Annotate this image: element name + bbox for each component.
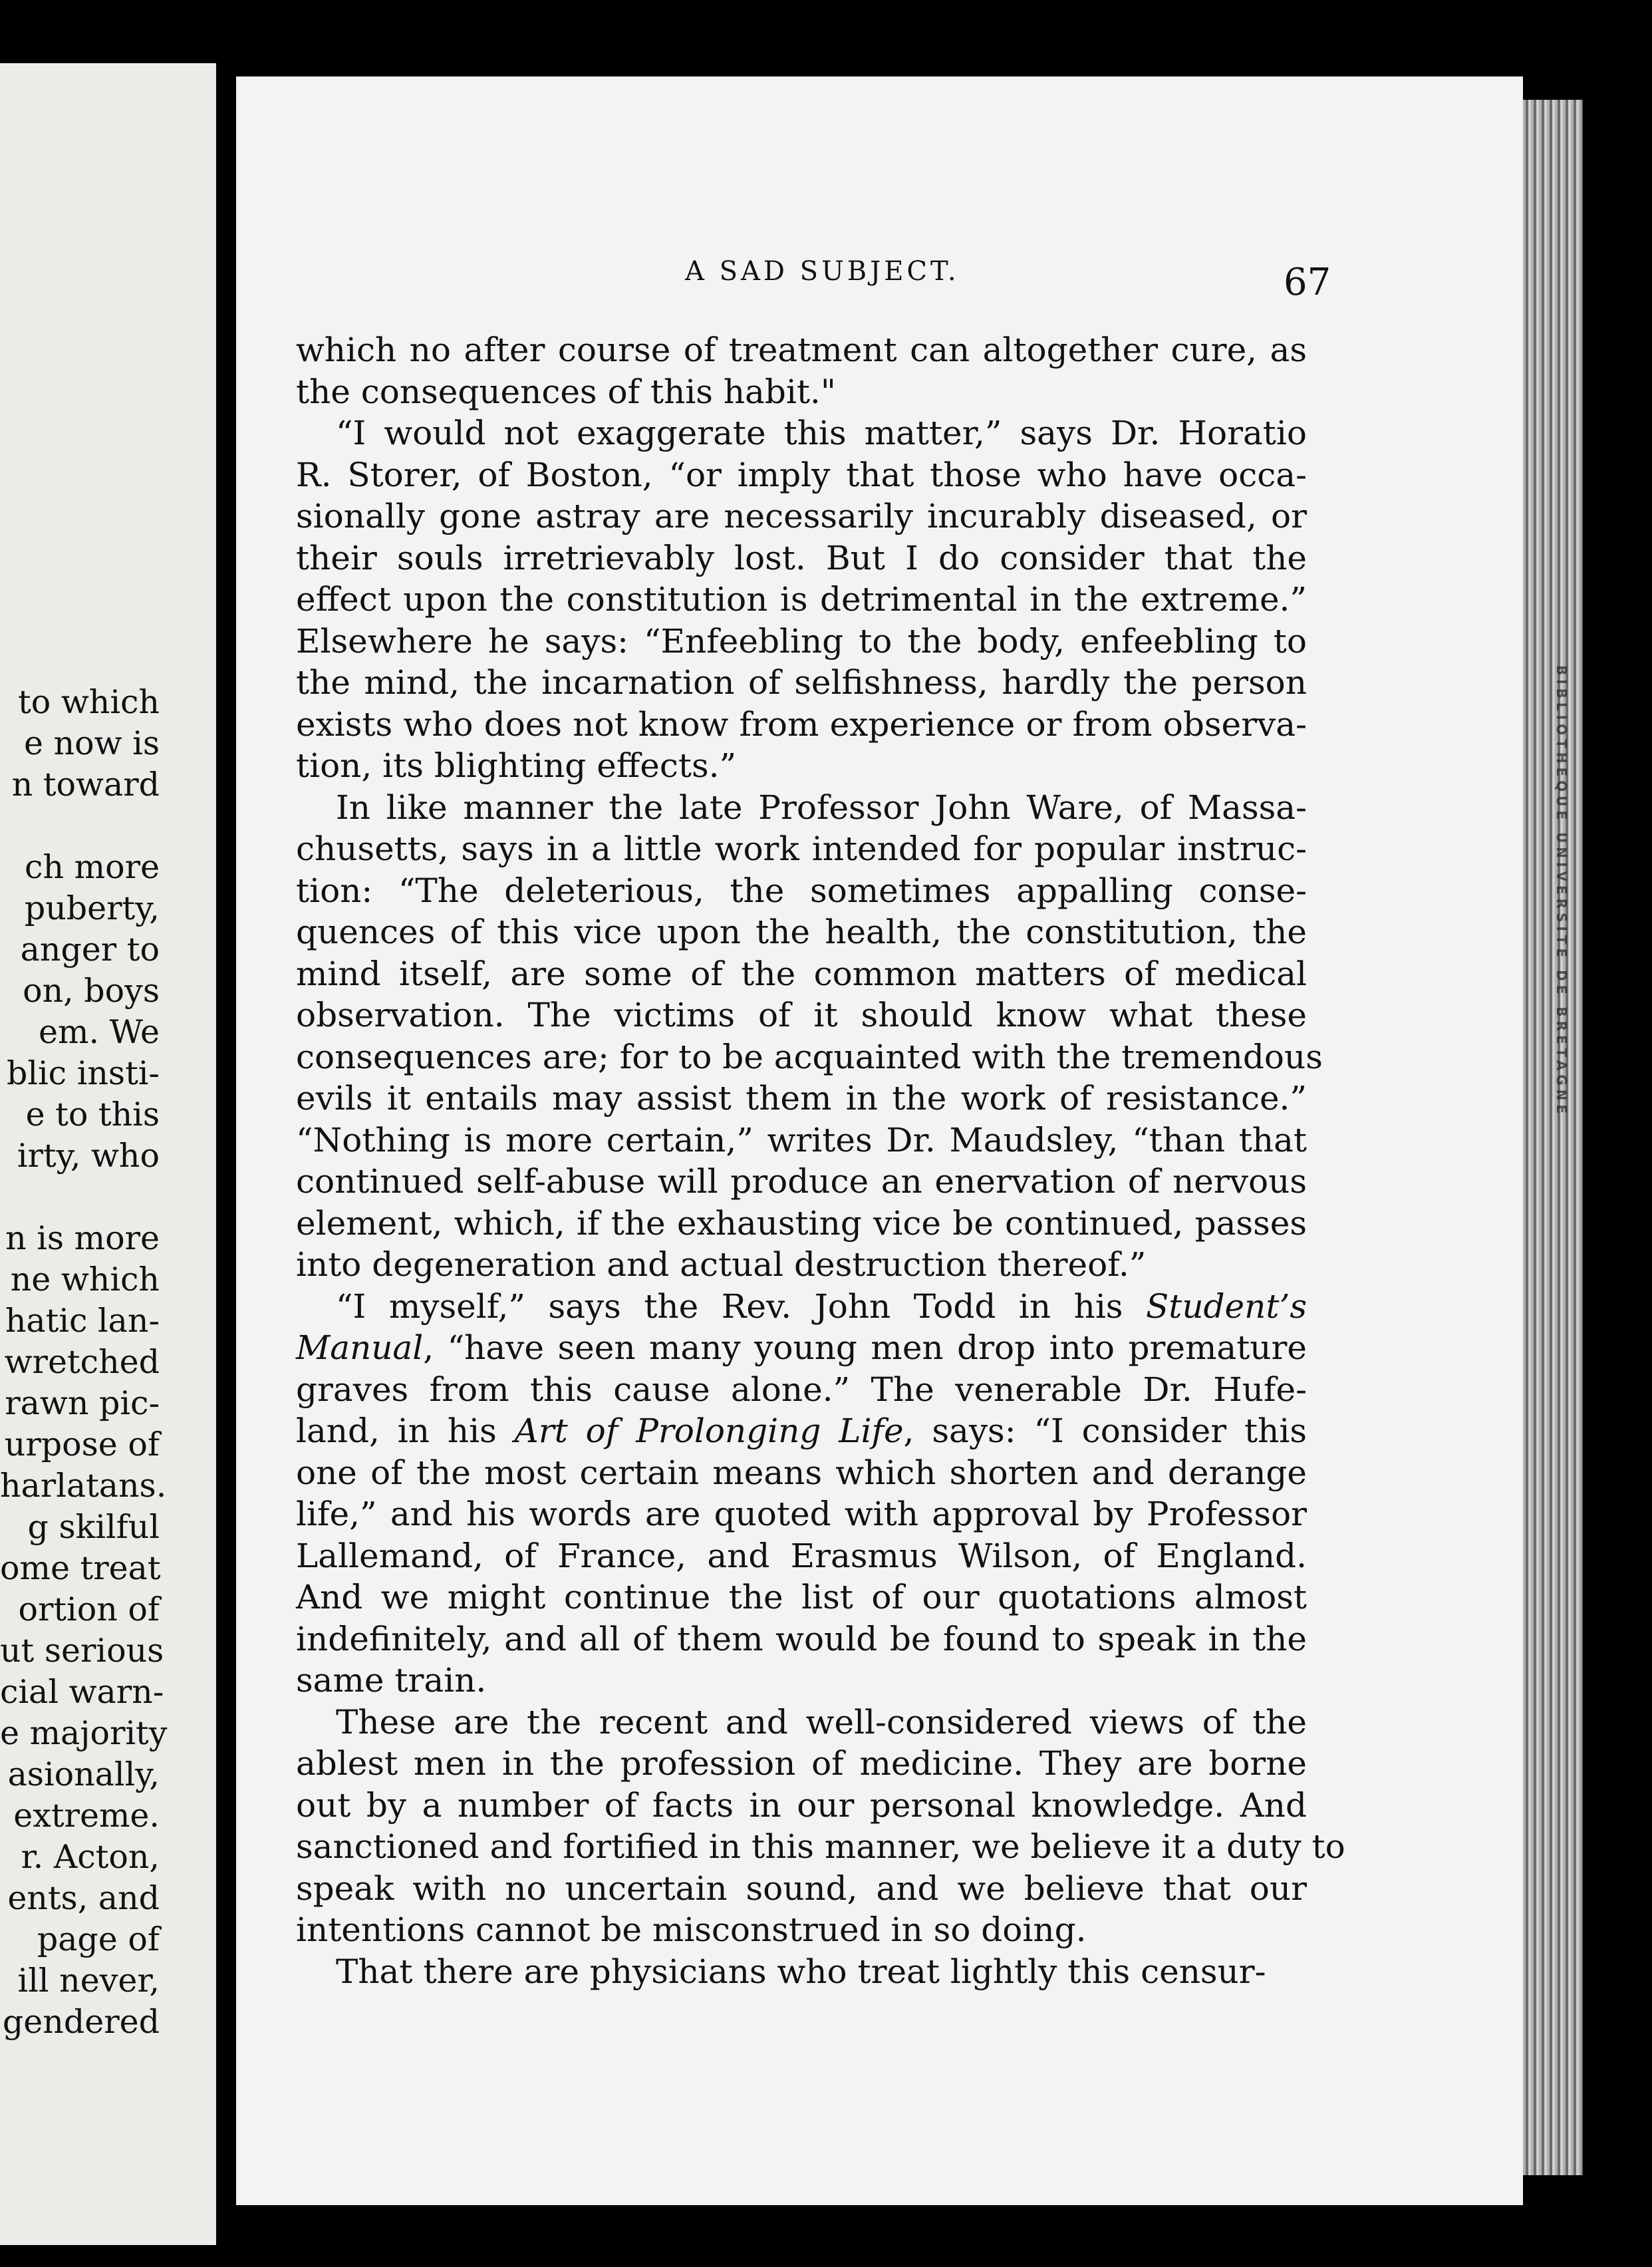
left-page-text-fragments <box>0 682 168 2043</box>
text-line: evils it entails may assist them in the work of resistance.” <box>296 1079 1307 1118</box>
left-page-line: ortion of <box>18 1590 160 1628</box>
left-page-line: n toward <box>11 766 160 804</box>
left-page-line: anger to <box>20 931 160 969</box>
left-page-line: e now is <box>24 724 160 762</box>
left-page-line <box>0 806 160 847</box>
text-line: out by a number of facts in our personal knowledge. And <box>296 1785 1307 1825</box>
page-number: 67 <box>1284 261 1331 304</box>
text-line: speak with no uncertain sound, and we believe that our <box>296 1869 1307 1908</box>
text-line: one of the most certain means which shorten and derange <box>296 1453 1307 1492</box>
text-line: intentions cannot be misconstrued in so doing. <box>296 1910 1087 1949</box>
left-page-line: wretched <box>4 1343 160 1381</box>
text-line: exists who does not know from experience or from observa- <box>296 704 1307 744</box>
text-line: R. Storer, of Boston, “or imply that those who have occa- <box>296 455 1307 494</box>
text-line: observation. The victims of it should know what these <box>296 996 1307 1034</box>
left-page-line: to which <box>18 683 160 721</box>
left-page-line: blic insti- <box>6 1054 160 1092</box>
left-page-line <box>0 1177 160 1218</box>
text-line: In like manner the late Professor John Ware, of Massa- <box>336 788 1307 827</box>
text-line: the consequences of this habit." <box>296 372 836 411</box>
text-line: chusetts, says in a little work intended for popular instruc- <box>296 830 1307 868</box>
left-page-line: em. We <box>39 1013 160 1051</box>
left-page-line: page of <box>37 1920 160 1958</box>
book-gutter <box>216 0 236 2267</box>
left-page-line: ome treat <box>0 1549 161 1587</box>
text-line: quences of this vice upon the health, the constitution, the <box>296 913 1307 951</box>
text-line: tion, its blighting effects.” <box>296 746 737 785</box>
library-stamp: BIBLIOTHEQUE UNIVERSITE DE BRETAGNE <box>1554 665 1570 1118</box>
text-line: sanctioned and fortified in this manner, we believe it a duty to <box>296 1827 1345 1866</box>
text-line: Lallemand, of France, and Erasmus Wilson, of England. <box>296 1536 1307 1575</box>
text-line: their souls irretrievably lost. But I do consider that the <box>296 538 1307 577</box>
left-page-line: r. Acton, <box>21 1838 160 1876</box>
running-head: A SAD SUBJECT. <box>685 256 960 287</box>
text-line: life,” and his words are quoted with approval by Professor <box>296 1495 1307 1533</box>
text-line: same train. <box>296 1661 487 1700</box>
left-page-line: n is more <box>5 1219 160 1257</box>
text-line: graves from this cause alone.” The venerable Dr. Hufe- <box>296 1370 1307 1409</box>
left-page-line: harlatans. <box>0 1467 167 1505</box>
text-line: These are the recent and well-considered views of the <box>336 1702 1307 1741</box>
text-line: Manual, “have seen many young men drop into premature <box>296 1328 1307 1367</box>
left-page-line: ents, and <box>7 1879 160 1917</box>
text-line: sionally gone astray are necessarily incurably diseased, or <box>296 497 1307 535</box>
left-page-line: gendered <box>2 2003 160 2041</box>
left-page-line: e to this <box>25 1096 160 1134</box>
left-page <box>0 63 216 2245</box>
left-page-line: on, boys <box>23 972 160 1010</box>
text-line: “Nothing is more certain,” writes Dr. Maudsley, “than that <box>296 1120 1307 1159</box>
left-page-line: rawn pic- <box>5 1384 160 1422</box>
text-line: “I would not exaggerate this matter,” says Dr. Horatio <box>336 414 1307 452</box>
text-line: “I myself,” says the Rev. John Todd in his Student’s <box>336 1286 1307 1326</box>
left-page-line: cial warn- <box>0 1673 164 1711</box>
text-line: And we might continue the list of our quotations almost <box>296 1578 1307 1616</box>
left-page-line: ill never, <box>17 1962 160 2000</box>
text-line: which no after course of treatment can altogether cure, as <box>296 331 1307 369</box>
text-line: tion: “The deleterious, the sometimes appalling conse- <box>296 871 1307 910</box>
text-line: indefinitely, and all of them would be found to speak in the <box>296 1619 1307 1658</box>
left-page-line: puberty, <box>24 889 160 927</box>
left-page-line: ut serious <box>0 1632 164 1670</box>
text-line: That there are physicians who treat lightly this censur- <box>336 1952 1266 1991</box>
text-line: consequences are; for to be acquainted with the tremendous <box>296 1037 1323 1076</box>
text-line: effect upon the constitution is detrimental in the extreme.” <box>296 580 1307 619</box>
left-page-line: g skilful <box>27 1508 160 1546</box>
text-line: continued self-abuse will produce an enervation of nervous <box>296 1162 1307 1201</box>
left-page-line: e majority <box>0 1714 168 1752</box>
body-text <box>296 329 1345 1992</box>
left-page-line: ch more <box>25 848 160 886</box>
text-line: element, which, if the exhausting vice be continued, passes <box>296 1203 1307 1243</box>
text-line: Elsewhere he says: “Enfeebling to the body, enfeebling to <box>296 621 1307 661</box>
text-line: mind itself, are some of the common matters of medical <box>296 954 1307 993</box>
left-page-line: irty, who <box>17 1137 160 1175</box>
text-line: the mind, the incarnation of selfishness, hardly the person <box>296 663 1307 702</box>
left-page-line: extreme. <box>13 1797 160 1835</box>
left-page-line: urpose of <box>4 1426 160 1463</box>
text-line: ablest men in the profession of medicine. They are borne <box>296 1744 1307 1783</box>
left-page-line: ne which <box>10 1261 160 1298</box>
left-page-line: asionally, <box>7 1755 160 1793</box>
text-line: land, in his Art of Prolonging Life, says: “I consider this <box>296 1412 1307 1450</box>
text-line: into degeneration and actual destruction thereof.” <box>296 1245 1147 1284</box>
left-page-line: hatic lan- <box>5 1302 160 1340</box>
